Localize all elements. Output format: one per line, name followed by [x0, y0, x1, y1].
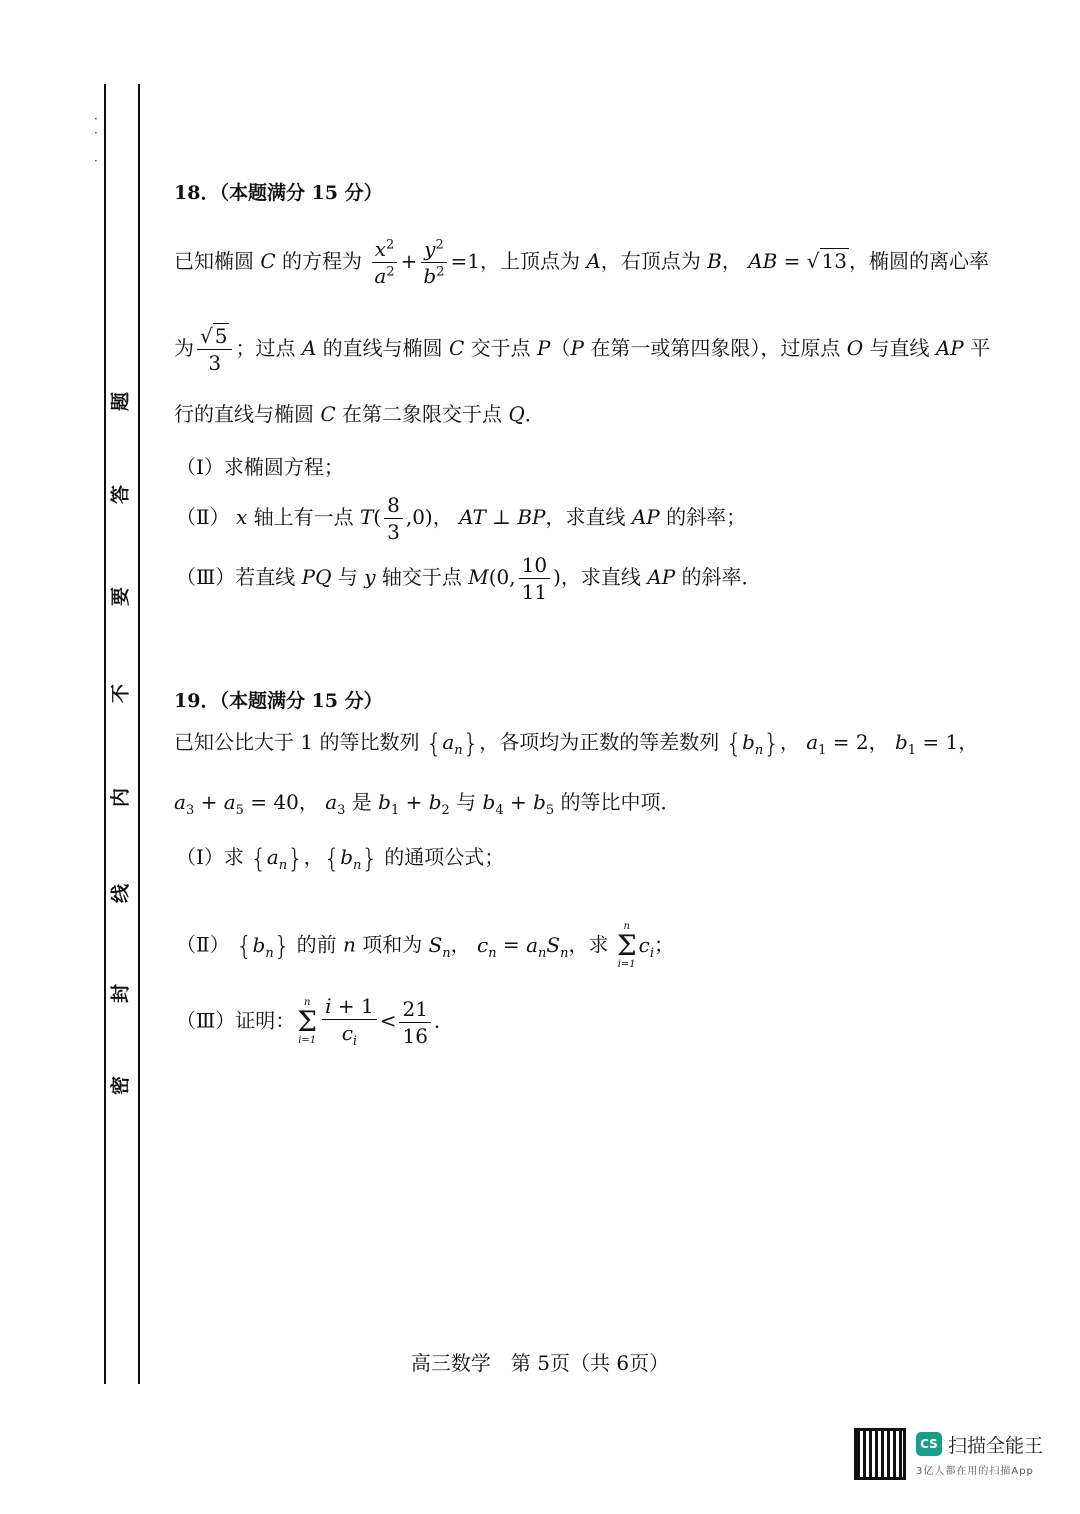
- page-footer: 高三数学 第 5页（共 6页）: [410, 1351, 670, 1375]
- q19-part1-label: （Ⅰ）: [176, 845, 224, 869]
- seal-char-1: 题: [109, 392, 132, 412]
- margin-dots: · · ·: [94, 112, 98, 168]
- q19-stem-line2: $a_3 + a_5 = 40$， $a_3$ 是 $b_1 + b_2$ 与 $b_4 + b_5$ 的等比中项．: [174, 790, 681, 818]
- q18-stem-line1: 已知椭圆 C 的方程为 $\frac{x^2}{a^2}$ + $\frac{y^2}{b^2}$ =1，上顶点为 A，右顶点为 B， AB = √ 13 ，椭圆的离心率: [174, 237, 989, 288]
- q18-part1-text: 求椭圆方程；: [223, 455, 344, 479]
- q18-part2-label: （Ⅱ）: [176, 505, 230, 529]
- q18-part1: [176, 457, 344, 477]
- q18-header: 18．（本题满分 15 分）: [174, 182, 383, 204]
- seal-char-5: 内: [109, 788, 132, 808]
- q18-part1-label: （Ⅰ）: [176, 455, 224, 479]
- q18-stem-line3: 行的直线与椭圆 C 在第二象限交于点 Q．: [174, 402, 545, 426]
- seal-char-4: 不: [109, 684, 132, 704]
- q19-part1: （Ⅰ）求 $\{a_n\}$，$\{b_n\}$ 的通项公式；: [176, 844, 505, 874]
- q19-part2: （Ⅱ） $\{b_n\}$ 的前 n 项和为 $S_n$， $c_n = a_nS_n$，求 n Σ i=1 $c_i$；: [176, 921, 674, 970]
- frac-10-11: $\frac{10}{11}$: [519, 554, 550, 603]
- q19-part3-label: （Ⅲ）: [176, 1008, 236, 1033]
- q19-part2-label: （Ⅱ）: [176, 932, 230, 957]
- binding-line-outer: [104, 84, 106, 1384]
- frac-21-16: $\frac{21}{16}$: [399, 998, 430, 1047]
- binding-line-inner: [138, 84, 140, 1384]
- q18-part3-label: （Ⅲ）: [176, 565, 236, 589]
- frac-8-3: $\frac{8}{3}$: [384, 494, 403, 543]
- seal-char-8: 密: [109, 1076, 132, 1096]
- frac-x2-a2: $\frac{x^2}{a^2}$: [371, 238, 397, 287]
- camscanner-name: 扫描全能王: [948, 1435, 1044, 1457]
- camscanner-logo-icon: CS: [916, 1432, 942, 1456]
- frac-i1-ci: $\frac{i + 1}{c_i}$: [322, 995, 377, 1049]
- q19-part3: （Ⅲ）证明： n Σ i=1 $\frac{i + 1}{c_i}$ < $\frac{21}{16}$ ．: [176, 994, 454, 1049]
- frac-eccentricity: $\frac{√ 5}{3}$: [197, 325, 232, 374]
- q19-header: 19．（本题满分 15 分）: [174, 690, 383, 712]
- seal-char-2: 答: [109, 485, 132, 505]
- seal-char-7: 封: [109, 984, 132, 1004]
- camscanner-tagline: 3亿人都在用的扫描App: [916, 1466, 1034, 1477]
- q18-part3: （Ⅲ）若直线 PQ 与 y 轴交于点 M(0, $\frac{10}{11}$ )，求直线 AP 的斜率．: [176, 553, 762, 604]
- seal-char-6: 线: [109, 884, 132, 904]
- q18-part2: （Ⅱ） x 轴上有一点 T( $\frac{8}{3}$ ,0)， AT ⊥ BP，求直线 AP 的斜率；: [176, 493, 747, 544]
- q18-stem-line2: 为 $\frac{√ 5}{3}$ ；过点 A 的直线与椭圆 C 交于点 P（P 在第一或第四象限），过原点 O 与直线 AP 平: [174, 324, 991, 375]
- sum-sign-2: n Σ i=1: [297, 997, 318, 1047]
- q19-stem-line1: 已知公比大于 1 的等比数列 $\{a_n\}$，各项均为正数的等差数列 $\{b_n\}$， $a_1 = 2$， $b_1 = 1$，: [174, 729, 979, 759]
- seal-char-3: 要: [109, 587, 132, 607]
- frac-y2-b2: $\frac{y^2}{b^2}$: [420, 238, 447, 287]
- sum-sign-1: n Σ i=1: [616, 921, 637, 970]
- qr-code-icon: [854, 1428, 906, 1480]
